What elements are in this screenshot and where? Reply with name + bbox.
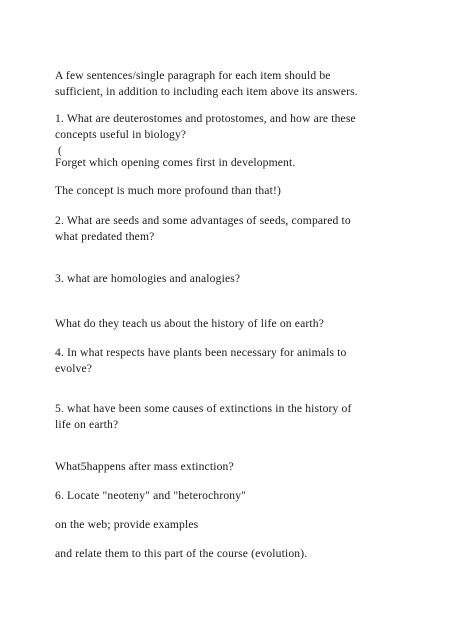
- question-5-line-2: life on earth?: [55, 418, 119, 431]
- intro-line-1: A few sentences/single paragraph for each item should be: [55, 69, 331, 82]
- question-1-line-2: concepts useful in biology?: [55, 128, 187, 141]
- question-6-line-3: and relate them to this part of the course (evolution).: [55, 547, 308, 560]
- question-6-line-2: on the web; provide examples: [55, 518, 199, 531]
- question-4-line-1: 4. In what respects have plants been necessary for animals to: [55, 346, 347, 359]
- question-1-note: The concept is much more profound than that!): [55, 184, 281, 197]
- intro-line-2: sufficient, in addition to including each item above its answers.: [55, 85, 358, 98]
- question-1-line-1: 1. What are deuterostomes and protostomes, and how are these: [55, 112, 356, 125]
- question-2-line-1: 2. What are seeds and some advantages of seeds, compared to: [55, 214, 351, 227]
- question-3-followup: What do they teach us about the history of life on earth?: [55, 317, 325, 330]
- question-1-line-4: Forget which opening comes first in development.: [55, 156, 296, 169]
- question-3: 3. what are homologies and analogies?: [55, 272, 241, 285]
- question-2-line-2: what predated them?: [55, 230, 155, 243]
- question-4-line-2: evolve?: [55, 362, 93, 375]
- question-5-line-1: 5. what have been some causes of extinctions in the history of: [55, 402, 352, 415]
- question-1-line-3: (: [55, 144, 63, 157]
- question-5-followup: What5happens after mass extinction?: [55, 460, 234, 473]
- question-6-line-1: 6. Locate "neoteny" and "heterochrony": [55, 489, 247, 502]
